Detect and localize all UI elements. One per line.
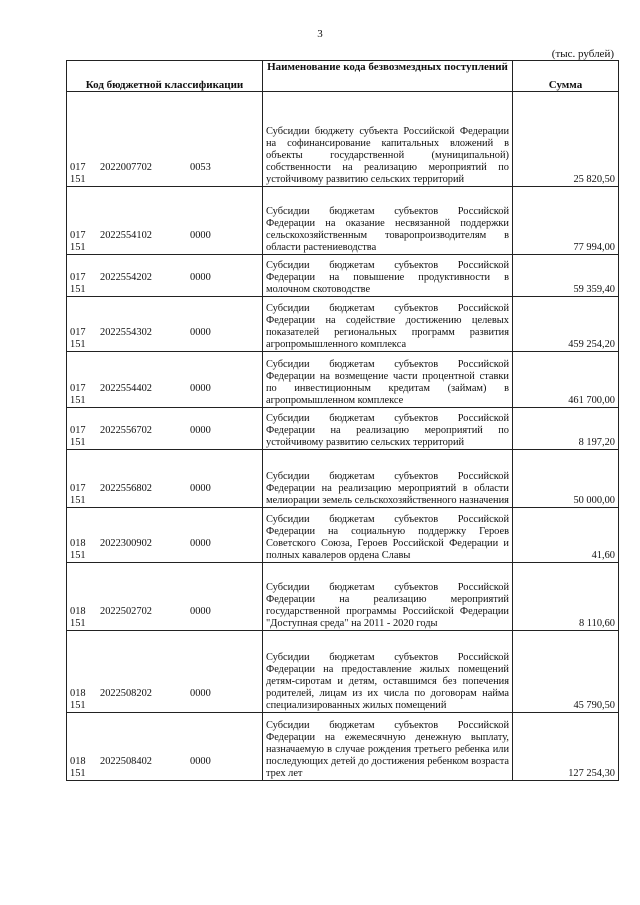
code-cell — [67, 352, 263, 408]
code-cell — [67, 563, 263, 631]
main-code: 2022556802 — [100, 483, 152, 494]
program-code: 0000 — [190, 425, 211, 436]
program-code: 0000 — [190, 483, 211, 494]
econ-code: 151 — [70, 437, 86, 448]
code-cell — [67, 450, 263, 508]
code-cell — [67, 297, 263, 352]
econ-code: 151 — [70, 395, 86, 406]
table-row — [67, 297, 619, 352]
sum-cell: 41,60 — [513, 508, 619, 563]
table-row — [67, 187, 619, 255]
page-number: 3 — [317, 28, 323, 40]
sum-cell: 77 994,00 — [513, 187, 619, 255]
header-code: Код бюджетной классификации — [67, 61, 263, 92]
name-cell: Субсидии бюджетам субъектов Российской Федерации на повышение продуктивности в молочном скотоводстве — [263, 255, 513, 297]
main-code: 2022508402 — [100, 756, 152, 767]
name-cell: Субсидии бюджетам субъектов Российской Федерации на реализацию мероприятий по устойчивому развитию сельских территорий — [263, 408, 513, 450]
main-code: 2022007702 — [100, 162, 152, 173]
econ-code: 151 — [70, 700, 86, 711]
econ-code: 151 — [70, 495, 86, 506]
admin-code: 018 — [70, 756, 86, 767]
main-code: 2022508202 — [100, 688, 152, 699]
program-code: 0053 — [190, 162, 211, 173]
admin-code: 017 — [70, 272, 86, 283]
program-code: 0000 — [190, 327, 211, 338]
name-cell: Субсидии бюджетам субъектов Российской Федерации на предоставление жилых помещений детям-сиротам и детям, оставшимся без попечения родителей, лицам из их числа по договорам найма специализированных жилых помещений — [263, 631, 513, 713]
code-cell — [67, 255, 263, 297]
main-code: 2022300902 — [100, 538, 152, 549]
econ-code: 151 — [70, 618, 86, 629]
name-cell: Субсидии бюджетам субъектов Российской Федерации на содействие достижению целевых показателей региональных программ развития агропромышленного комплекса — [263, 297, 513, 352]
sum-cell: 59 359,40 — [513, 255, 619, 297]
main-code: 2022554202 — [100, 272, 152, 283]
table-row — [67, 713, 619, 781]
main-code: 2022556702 — [100, 425, 152, 436]
code-cell — [67, 713, 263, 781]
table-header-row — [67, 61, 619, 92]
name-cell: Субсидии бюджетам субъектов Российской Федерации на оказание несвязанной поддержки сельскохозяйственным товаропроизводителям в области растениеводства — [263, 187, 513, 255]
admin-code: 018 — [70, 688, 86, 699]
econ-code: 151 — [70, 284, 86, 295]
budget-table — [66, 60, 619, 781]
units-label: (тыс. рублей) — [551, 48, 614, 60]
table-row — [67, 631, 619, 713]
admin-code: 017 — [70, 162, 86, 173]
admin-code: 018 — [70, 606, 86, 617]
main-code: 2022554302 — [100, 327, 152, 338]
header-name: Наименование кода безвозмездных поступлений — [263, 61, 513, 92]
code-cell — [67, 508, 263, 563]
admin-code: 017 — [70, 483, 86, 494]
name-cell: Субсидии бюджетам субъектов Российской Федерации на ежемесячную денежную выплату, назначаемую в случае рождения третьего ребенка или последующих детей до достижения ребенком возраста трех лет — [263, 713, 513, 781]
admin-code: 018 — [70, 538, 86, 549]
table-row — [67, 563, 619, 631]
sum-cell: 8 110,60 — [513, 563, 619, 631]
econ-code: 151 — [70, 550, 86, 561]
table-row — [67, 352, 619, 408]
sum-cell: 461 700,00 — [513, 352, 619, 408]
table-row — [67, 255, 619, 297]
program-code: 0000 — [190, 538, 211, 549]
program-code: 0000 — [190, 756, 211, 767]
table-row — [67, 92, 619, 187]
name-cell: Субсидии бюджету субъекта Российской Федерации на софинансирование капитальных вложений в объекты государственной (муниципальной) собственности на реализацию мероприятий по устойчивому развитию сельских территорий — [263, 92, 513, 187]
name-cell: Субсидии бюджетам субъектов Российской Федерации на возмещение части процентной ставки по инвестиционным кредитам (займам) в агропромышленном комплексе — [263, 352, 513, 408]
econ-code: 151 — [70, 174, 86, 185]
program-code: 0000 — [190, 606, 211, 617]
main-code: 2022554102 — [100, 230, 152, 241]
admin-code: 017 — [70, 383, 86, 394]
code-cell — [67, 187, 263, 255]
sum-cell: 8 197,20 — [513, 408, 619, 450]
code-cell — [67, 631, 263, 713]
table-row — [67, 508, 619, 563]
name-cell: Субсидии бюджетам субъектов Российской Федерации на реализацию мероприятий в области мелиорации земель сельскохозяйственного назначения — [263, 450, 513, 508]
table-row — [67, 450, 619, 508]
main-code: 2022502702 — [100, 606, 152, 617]
code-cell — [67, 92, 263, 187]
econ-code: 151 — [70, 768, 86, 779]
econ-code: 151 — [70, 242, 86, 253]
table-row — [67, 408, 619, 450]
main-code: 2022554402 — [100, 383, 152, 394]
econ-code: 151 — [70, 339, 86, 350]
sum-cell: 127 254,30 — [513, 713, 619, 781]
program-code: 0000 — [190, 688, 211, 699]
sum-cell: 50 000,00 — [513, 450, 619, 508]
program-code: 0000 — [190, 272, 211, 283]
program-code: 0000 — [190, 230, 211, 241]
sum-cell: 459 254,20 — [513, 297, 619, 352]
admin-code: 017 — [70, 230, 86, 241]
program-code: 0000 — [190, 383, 211, 394]
code-cell — [67, 408, 263, 450]
header-sum: Сумма — [513, 61, 619, 92]
sum-cell: 25 820,50 — [513, 92, 619, 187]
name-cell: Субсидии бюджетам субъектов Российской Федерации на реализацию мероприятий государственной программы Российской Федерации "Доступная среда" на 2011 - 2020 годы — [263, 563, 513, 631]
sum-cell: 45 790,50 — [513, 631, 619, 713]
name-cell: Субсидии бюджетам субъектов Российской Федерации на социальную поддержку Героев Советского Союза, Героев Российской Федерации и полных кавалеров ордена Славы — [263, 508, 513, 563]
admin-code: 017 — [70, 425, 86, 436]
admin-code: 017 — [70, 327, 86, 338]
